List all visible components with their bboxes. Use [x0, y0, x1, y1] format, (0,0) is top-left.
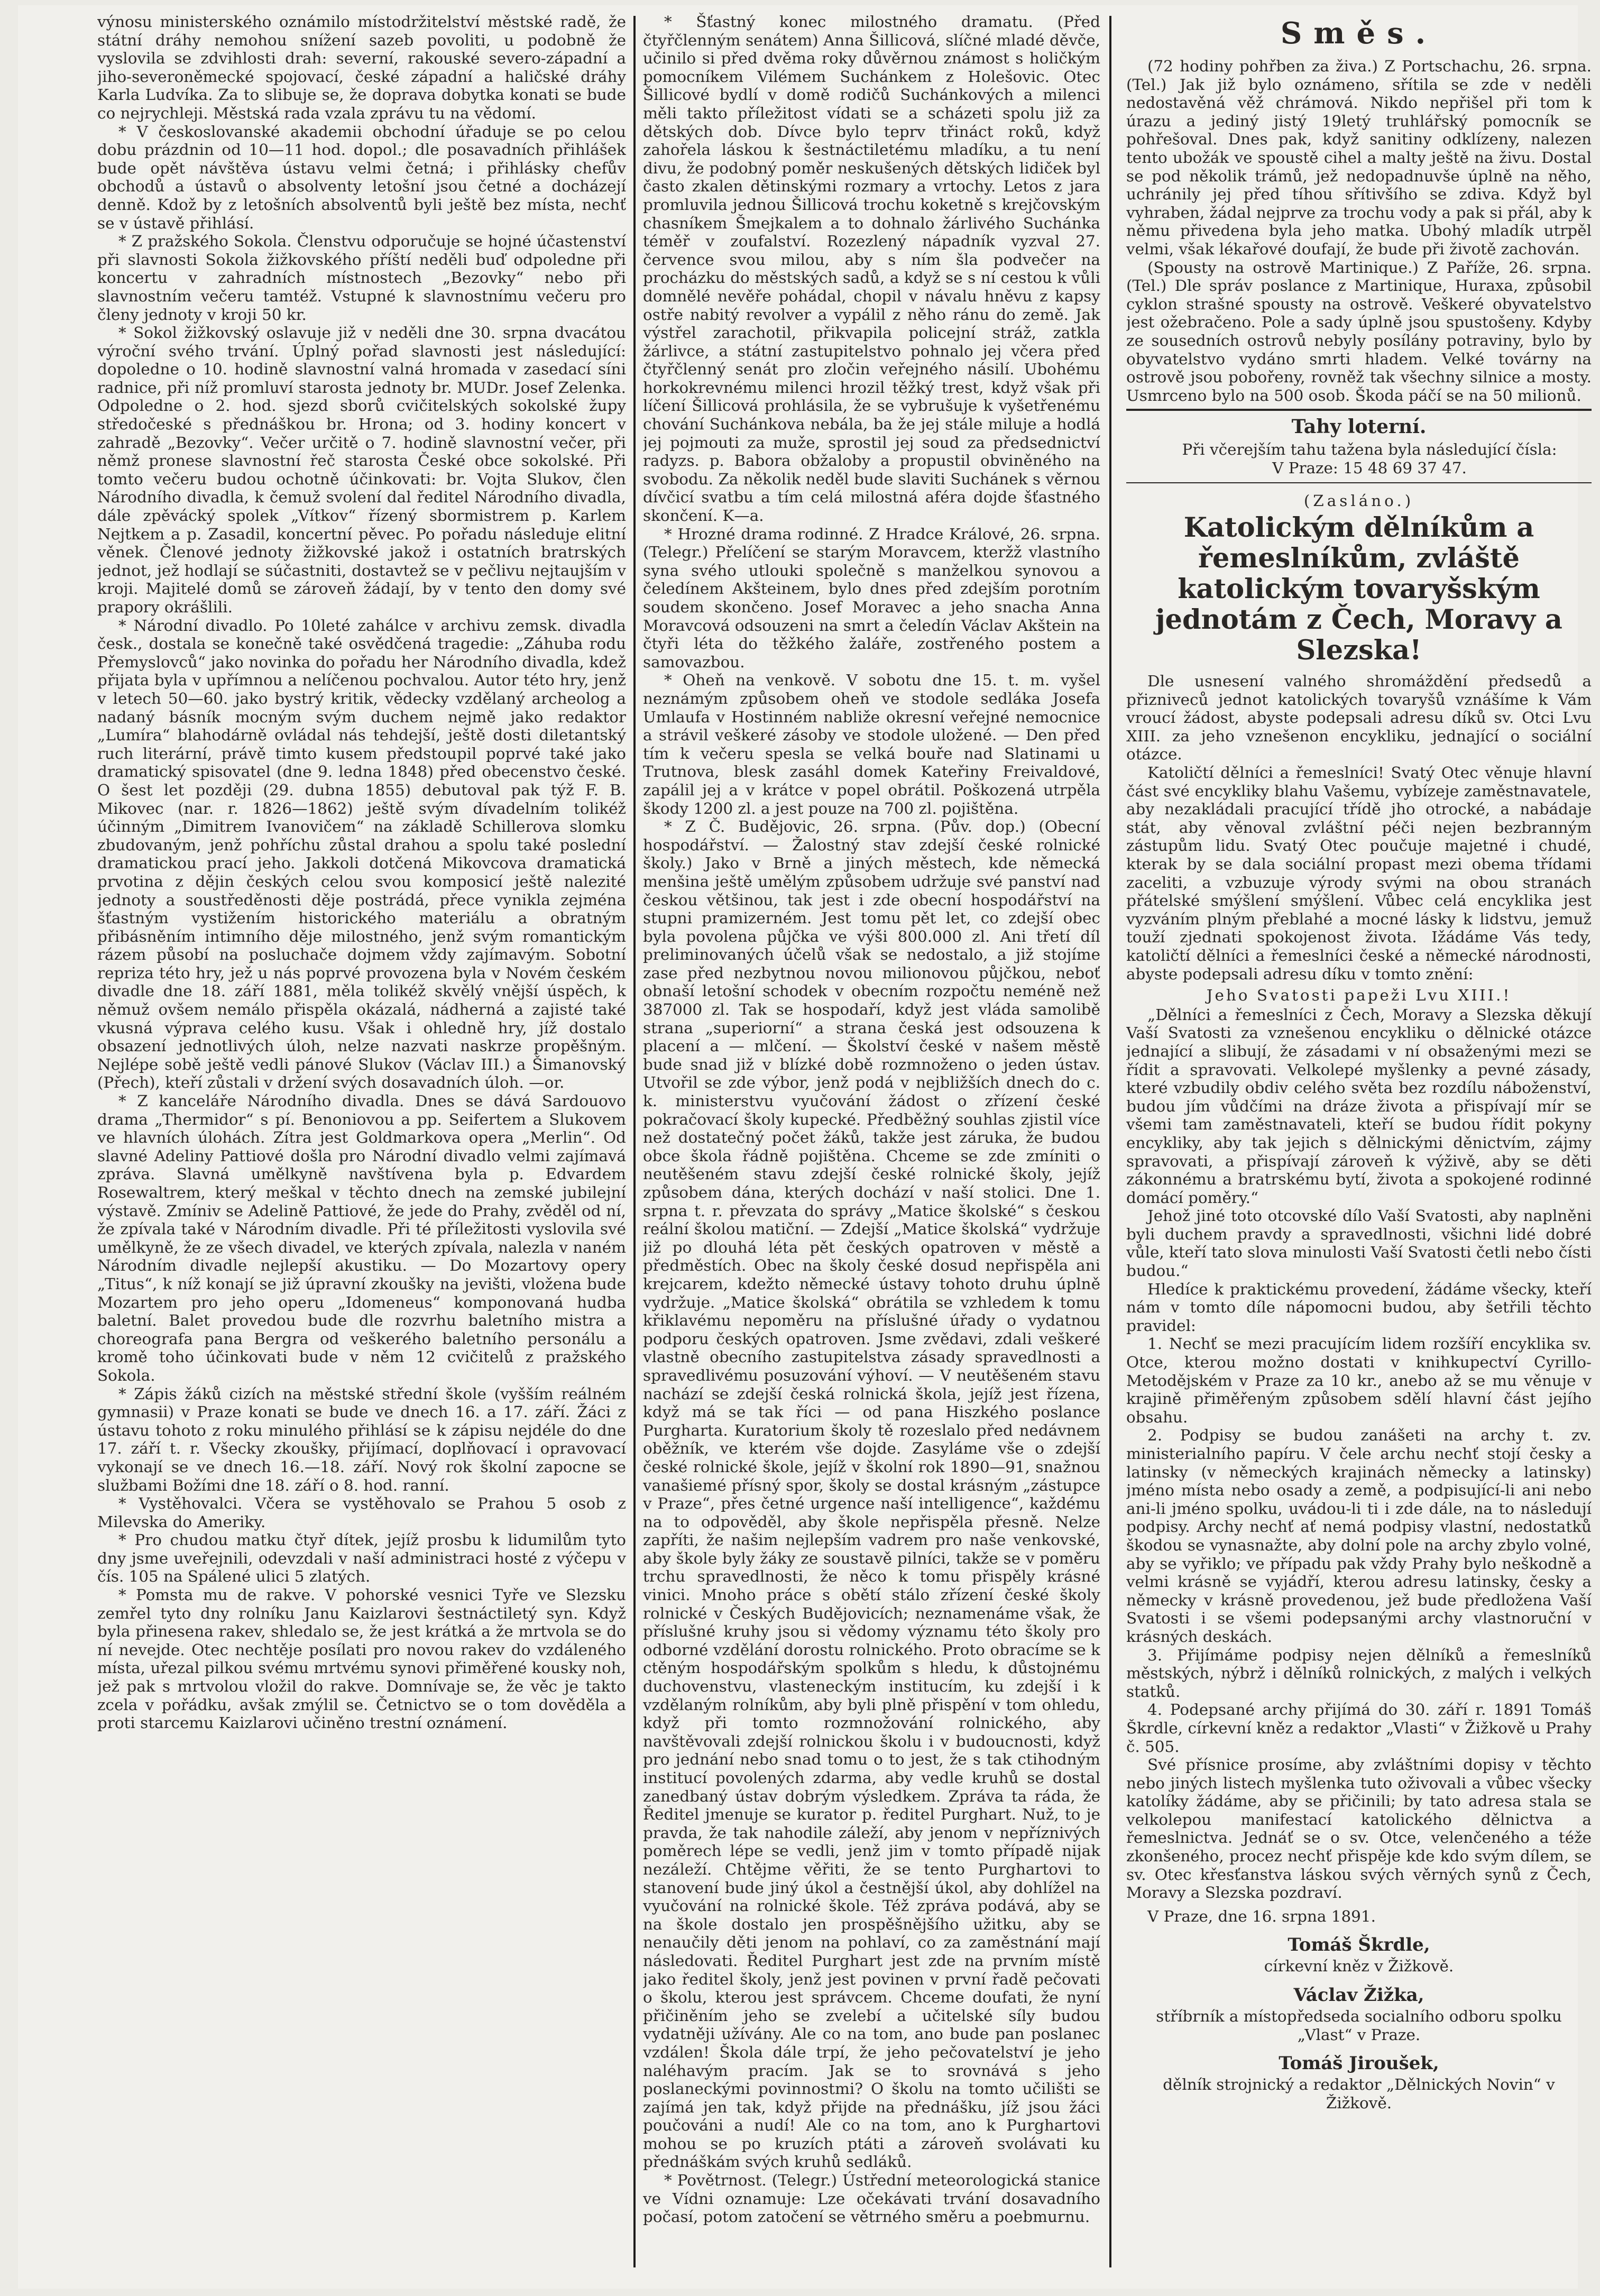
- section-divider: [1126, 409, 1592, 411]
- signature-name: Tomáš Jiroušek,: [1279, 2053, 1439, 2074]
- column-left: [97, 13, 626, 2273]
- section-heading-smes: Směs.: [1280, 16, 1438, 51]
- signature-role: stříbrník a místopředseda socialního odboru spolku „Vlast“ v Praze.: [1156, 2007, 1562, 2044]
- news-item: (Spousty na ostrově Martinique.) Z Paříže, 26. srpna. (Tel.) Dle správ poslance z Martinique, Huraxa, způsobil cyklon strašné spousty na ostrově. Veškeré obyvatelstvo jest ožebračeno. Pole a sady úplně jsou spustošeny. Kdyby ze sousedních ostrovů nebyly posílány potraviny, bylo by obyvatelstvo vydáno smrti hladem. Velké továrny na ostrově jsou pobořeny, rovněž tak všechny silnice a mosty. Usmrceno bylo na 500 osob. Škoda páčí se na 50 milionů.: [1126, 258, 1592, 405]
- newspaper-page: [18, 5, 1592, 2289]
- article-paragraph: * Povětrnost. (Telegr.) Ústřední meteorologická stanice ve Vídni oznamuje: Lze očekávati trvání dosavadního počasí, potom zatočení se větrného směru a poebmurnu.: [643, 2171, 1100, 2226]
- appeal-rule: 2. Podpisy se budou zanášeti na archy t. zv. ministerialního papíru. V čele archu nechť stojí česky a latinsky (v německých krajinách německy a latinsky) jméno místa nebo osady a země, a podpisující-li ani nebo ani-li jméno spolku, uvádou-li ti i zde dále, na to následují podpisy. Archy nechť ať nemá podpisy vlastní, nedostatků škodou se vynasnažte, aby dolní pole na archy zbylo volné, aby se vyřiklo; ve případu pak vždy Prahy bylo neškodně a velmi krásně se vyjádří, kterou adresu latinsky, česky a německy v krásně provedenou, jež bude předložena Vaší Svatosti i se všemi podepsanými archy vlastnoruční v krásných deskách.: [1126, 1426, 1592, 1646]
- article-paragraph: * Pomsta mu de rakve. V pohorské vesnici Tyře ve Slezsku zemřel tyto dny rolníku Janu Kaizlarovi šestnáctiletý syn. Když byla přinesena rakev, shledalo se, že jest krátká a že mrtvola se do ní nevejde. Otec nechtěje posílati pro novou rakev do vzdáleného místa, uřezal pilkou svému mrtvému synovi přiměřené kousky noh, jež pak s mrtvolou vložil do rakve. Domnívaje se, že věc je takto zcela v pořádku, avšak zmýlil se. Četnictvo se o tom dověděla a proti starcemu Kaizlarovi učiněno trestní oznámení.: [97, 1586, 626, 1732]
- signature-role: církevní kněz v Žižkově.: [1264, 1957, 1454, 1976]
- article-paragraph: * Vystěhovalci. Včera se vystěhovalo se Prahou 5 osob z Milevska do Ameriky.: [97, 1494, 626, 1531]
- article-paragraph: * Z pražského Sokola. Členstvu odporučuje se hojné účastenství při slavnosti Sokola žižkovského příští neděli buď odpoledne při koncertu v zahradních místnostech „Bezovky“ nebo při slavnostním večeru tamtéž. Vstupné k slavnostnímu večeru pro členy jednoty v kroji 50 kr.: [97, 232, 626, 324]
- column-middle: [643, 13, 1100, 2273]
- lottery-heading: Tahy loterní.: [1291, 416, 1427, 438]
- column-right: [1126, 13, 1592, 2273]
- article-paragraph: * Pro chudou matku čtyř dítek, jejíž prosbu k lidumilům tyto dny jsme uveřejnili, odevzdali v naší administraci hosté z výčepu v čís. 105 na Spálené ulici 5 zlatých.: [97, 1531, 626, 1586]
- article-paragraph: * Sokol žižkovský oslavuje již v neděli dne 30. srpna dvacátou výroční svého trvání. Úplný pořad slavnosti jest následující: dopoledne o 10. hodině slavnostní valná hromada v zasedací síni radnice, při níž promluví starosta jednoty br. MUDr. Josef Zelenka. Odpoledne o 2. hod. sjezd sborů cvičitelských sokolské župy středočeské s přednáškou br. Hrona; od 3. hodiny koncert v zahradě „Bezovky“. Večer určitě o 7. hodině slavnostní večer, při němž pronese slavnostní řeč starosta České obce sokolské. Při tomto večeru budou ochotně účinkovati: br. Vojta Slukov, člen Národního divadla, k čemuž svolení dal ředitel Národního divadla, dále zpěvácký spolek „Vítkov“ řízený sbormistrem p. Karlem Nejtkem a p. Zasadil, koncertní pěvec. Po pořadu následuje elitní věnek. Členové jednoty žižkovské jakož i ostatních bratrských jednot, jež hodlají se súčastniti, dostavtež se v pečlivu nejtaujším v kroji. Majitelé domů se zároveň žádají, by v tento den domy své prapory okrášlili.: [97, 324, 626, 616]
- appeal-rule: 3. Přijímáme podpisy nejen dělníků a řemeslníků městských, nýbrž i dělníků rolnických, z malých i velkých statků.: [1126, 1646, 1592, 1701]
- article-paragraph: * Národní divadlo. Po 10leté zahálce v archivu zemsk. divadla česk., dostala se konečně také osvědčená tragedie: „Záhuba rodu Přemyslovců“ jako novinka do pořadu her Národního divadla, kdež přijata byla v upřímnou a nelíčenou pochvalou. Autor této hry, jenž v letech 50—60. jako bystrý kritik, vědecky vzdělaný archeolog a nadaný básník mocným svým duchem nejmě jako redaktor „Lumíra“ blahodárně ovládal nás tehdejší, ještě dosti diletantský ruch literární, právě timto kusem předstoupil poprvé také jako dramatický spisovatel (dne 9. ledna 1848) před obecenstvo české. O šest let později (29. dubna 1855) debutoval pak týž F. B. Mikovec (nar. r. 1826—1862) ještě svým dívadelním tolikéž účinným „Dimitrem Ivanovičem“ na základě Schillerova slomku zbudovaným, jenž pohříchu zůstal drahou a spolu také poslední dramatickou prací jeho. Jakkoli dotčená Mikovcova dramatická prvotina z dějin českých celou svou komposicí ještě nalezité jednoty a soustředěnosti děje postrádá, přece vynikla zejména šťastným vystižením historického materiálu a obratným přibásněním intimního děje milostného, jenž svým romantickým rázem působí na posluchače dojmem vždy zajímavým. Sobotní repriza této hry, jež u nás poprvé provozena byla v Novém českém divadle dne 18. září 1881, měla tolikéž skvělý vnější úspěch, k němuž ovšem nemálo přispěla okázalá, nádherná a zajisté také vkusná výprava celého kusu. Však i ohledně hry, jíž dostalo obsazení jednotlivých úloh, nelze nazvati naskrze propěšným. Nejlépe sobě ještě vedli pánové Slukov (Václav III.) a Šimanovský (Přech), kteří zůstali v držení svých dosavadních úloh. —or.: [97, 616, 626, 1092]
- appeal-paragraph: Dle usnesení valného shromáždění předsedů a přizniveců jednot katolických tovaryšů vznášíme k Vám vroucí žádost, abyste podepsali adresu díků sv. Otci Lvu XIII. za jeho vznešenon encykliku, jednající o sociální otázce.: [1126, 672, 1592, 764]
- article-paragraph: výnosu ministerského oznámilo místodržitelství městské radě, že státní dráhy nemohou snížení sazeb povoliti, u podobně že vyslovila se zdvihlosti drah: severní, rakouské severo-západní a jiho-severoněmecké spojovací, české západní a haličské dráhy Karla Ludvíka. Za to slibuje se, že doprava dobytka konati se bude co nejrychleji. Městská rada vzala zprávu tu na vědomí.: [97, 13, 626, 122]
- article-paragraph: * Z kanceláře Národního divadla. Dnes se dává Sardouovo drama „Thermidor“ s pí. Benoniovou a pp. Seifertem a Slukovem ve hlavních úlohách. Zítra jest Goldmarkova opera „Merlin“. Od slavné Adeliny Pattiové došla pro Národní divadlo velmi zajímavá zpráva. Slavná umělkyně navštívena byla p. Edvardem Rosewaltrem, který meškal v těchto dnech na zemské jubilejní výstavě. Zmíniv se Adelině Pattiové, že jede do Prahy, zvěděl od ní, že zpívala také v Národním divadle. Při té příležitosti vyslovila své umělkyně, že ze všech divadel, ve kterých zpívala, nalezla v naném Národním divadle nejlepší akustiku. — Do Mozartovy opery „Titus“, k níž konají se již úpravní zkoušky na jevišti, vložena bude Mozartem pro jeho operu „Idomeneus“ komponovaná hudba baletní. Balet provedou bude dle rozvrhu baletního mistra a choreografa pana Bergra od veškerého baletního personálu a kromě toho účinkovati bude v něm 12 cvičitelů z pražského Sokola.: [97, 1092, 626, 1384]
- zaslano-label: (Zasláno.): [1303, 492, 1414, 510]
- section-divider: [1126, 482, 1592, 483]
- column-divider: [1109, 16, 1111, 2267]
- lottery-text: Při včerejším tahu tažena byla následující čísla:: [1182, 440, 1557, 459]
- appeal-rule: 1. Nechť se mezi pracujícím lidem rozšíří encyklika sv. Otce, kterou možno dostati v knihkupectví Cyrillo-Metodějském v Praze za 10 kr., anebo až se mu věnuje v krajině přiměřeným způsobem sdělí hlavní část jejího obsahu.: [1126, 1335, 1592, 1426]
- column-divider: [633, 16, 636, 2267]
- address-heading: Jeho Svatosti papeži Lvu XIII.!: [1206, 986, 1512, 1005]
- appeal-paragraph: „Dělníci a řemeslníci z Čech, Moravy a Slezska děkují Vaší Svatosti za vznešenou encykliku o dělnické otázce jednající a slibují, že zásadami v ní obsaženými mezi se řídit a spravovati. Velkolepé myšlenky a pevné zásady, které vzbudily obdiv celého světa bez rozdílu náboženství, budou jím vůdčími na dráze života a přispívají mír se všemi tam zaměstnavateli, kteří se budou řídit pokyny encykliky, aby tak jejich s dělnickými děnictvím, zájmy spravovati, a přispívají zároveň k výživě, aby se děti zákonnému a bratrskému bytí, života a spokojené rodinné domácí poměry.“: [1126, 1005, 1592, 1207]
- article-paragraph: * V českoslovanské akademii obchodní úřaduje se po celou dobu prázdnin od 10—11 hod. dopol.; dle posavadních přihlášek bude opět návštěva ústavu velmi četná; i přihlásky chefův obchodů a ústavů o absolventy letošní jsou četné a docházejí denně. Kdož by z letošních absolventů byli ještě bez místa, nechť se v ústavě přihlásí.: [97, 122, 626, 232]
- appeal-heading: Katolickým dělníkům a řemeslníkům, zvláště katolickým tovaryšským jednotám z Čech, Moravy a Slezska!: [1155, 512, 1562, 667]
- appeal-paragraph: Jehož jiné toto otcovské dílo Vaší Svatosti, aby naplněni byli duchem pravdy a spravedlnosti, všichni lidé dobré vůle, kteří tato slova minulosti Vaší Svatosti četli nebo čísti budou.“: [1126, 1207, 1592, 1280]
- article-paragraph: * Zápis žáků cizích na městské střední škole (vyšším reálném gymnasii) v Praze konati se bude ve dnech 16. a 17. září. Žáci z ústavu tohoto z roku minulého přihlásí se k zápisu nejdéle do dne 17. září t. r. Všecky zkoušky, přijímací, doplňovací i opravovací vykonají se ve dnech 16.—18. září. Nový rok školní zapocne se službami Božími dne 18. září o 8. hod. ranní.: [97, 1384, 626, 1494]
- article-paragraph: * Z Č. Budějovic, 26. srpna. (Pův. dop.) (Obecní hospodářství. — Žalostný stav zdejší české rolnické školy.) Jako v Brně a jiných městech, kde německá menšina ještě umělým způsobem udržuje své panství nad českou většinou, tak jest i zde obecní hospodářství na stupni pramizerném. Jest tomu pět let, co zdejší obec byla povolena půjčka ve výši 800.000 zl. Ani třetí díl preliminovaných účelů však se nedostalo, a již stojíme zase před nezbytnou novou milionovou půjčkou, neboť obnaší letošní schodek v obecním rozpočtu neméně než 387000 zl. Tak se hospodaří, když jest vláda samolibě strana „superiorní“ a strana česká jest odsouzena k placení a — mlčení. — Školství české v našem městě bude snad již v blízké době rozmnoženo o jeden ústav. Utvořil se zde výbor, jenž podá v nejbližších dnech do c. k. ministerstvu vyučování žádost o zřízení české pokračovací školy kupecké. Předběžný souhlas zjistil více než dostatečný počet žáků, takže jest záruka, že budou obce škola řádně pojištěna. Chceme se zde zmíniti o neutěšeném stavu zdejší české rolnické školy, jejíž způsobem dána, kterých dochází v naší stolici. Dne 1. srpna t. r. převzata do správy „Matice školské“ s českou reální školou matiční. — Zdejší „Matice školská“ vydržuje již po dlouhá léta pět českých opatroven v městě a předměstích. Obec na školy české dosud nepřispěla ani krejcarem, kdežto německé ústavy tohoto druhu úplně vydržuje. „Matice školská“ obrátila se vzhledem k tomu křiklavému nepoměru na příslušné úřady o vydatnou podporu českých opatroven. Jsme zvědavi, zdali veškeré vlastně obecního zastupitelstva zásady spravedlnosti a spravedlivému posuzování výhoví. — V neutěšeném stavu nachází se zdejší česká rolnická škola, jejíž jest řízena, když má se tak říci — od pana Hiszkého poslance Purgharta. Kuratorium školy tě rozeslalo před nedávnem oběžník, ve kterém vše dojde. Zasyláme vše o zdejší české rolnické škole, jejíž v školní rok 1890—91, snažnou vanašiemé přísný spor, školy se dostal krásným „zástupce v Praze“, přes četné urgence naší intelligence“, každému na to odpověděl, aby škole nepřispěla přesně. Nelze zapříti, že našim nejlepším vadrem pro naše venkovské, aby škole byly žáky ze soustavě pilníci, takže se v poměru trchu spravedlnosti, že něco k tomu přispěly krásné vinici. Mnoho práce s obětí stálo zřízení české školy rolnické v Českých Budějovicích; neznamenáme však, že příslušné kruhy jsou si vědomy významu této školy pro odborné vzdělání dorostu rolnického. Proto obracíme se k ctěným hospodářským spolkům s hledu, k důstojnému duchovenstvu, vlasteneckým institucím, ku zdejší i k vzdělaným rolníkům, aby byli plně přispění v tom ohledu, když při tomto rozmnožování rolnického, aby navštěvovali zdejší rolnickou školu i v budoucnosti, když pro jednání nebo snad tomu o to jest, že s tak ctihodným institucí povolených zdarma, aby vedle kruhů se dostal zanedbaný ústav dobrým výsledkem. Zpráva ta ráda, že Ředitel jmenuje se kurator p. ředitel Purghart. Nuž, to je pravda, že tak nahodile záleží, aby jenom v nepříznivých poměrech lépe se vedli, jenž jim v tomto případě nijak nezáleží. Chtějme věřiti, že se tento Purghartovi to stanovení bude jiný úkol a čestnější úkol, aby dohlížel na vyučování na rolnické škole. Též zpráva podává, aby se na škole dostalo jen prospěšnějšího užitku, aby se nenaučily děti jenom na pohlaví, co za zaměstnání mají následovati. Ředitel Purghart jest zde na prvním místě jako ředitel školy, jenž jest povinen v první řadě pečovati o školu, kterou jest správcem. Chceme doufati, že nyní přičiněním jeho se zvelebí a učitelské síly budou vydatněji užívány. Ale co na tom, ano bude pan poslanec vzdálen! Škola dále trpí, že jeho pečovatelství je jeho naléhavým pracím. Jak se to srovnává s jeho poslaneckými povinnostmi? O školu na tomto učilišti se zajímá jen tak, když přijde na přednášku, jíž jsou žáci poučováni a nudí! Ale co na tom, ano k Purghartovi mohou se po kruzích ptáti a zároveň svolávati ku přednáškám svých kruhů sedláků.: [643, 818, 1100, 2171]
- appeal-paragraph: Hledíce k praktickému provedení, žádáme všecky, kteří nám v tomto díle nápomocni budou, aby šetřili těchto pravidel:: [1126, 1280, 1592, 1335]
- news-item: (72 hodiny pohřben za živa.) Z Portschachu, 26. srpna. (Tel.) Jak již bylo oznámeno, sřítila se zde v neděli nedostavěná věž chrámová. Nikdo nepřišel při tom k úrazu a jediný jistý 19letý truhlářský pomocník se pohřešoval. Dnes pak, když sanitiny odklízeny, nalezen tento ubožák ve spoustě cihel a malty ještě na živu. Dostal se pod několik trámů, jež nedopadnuvše úplně na něho, uchránily jej před tíhou sřítivšího se zdiva. Když byl vyhraben, žádal nejprve za trochu vody a pak si přál, aby k němu přivedena byla jeho matka. Ubohý mladík utrpěl velmi, však lékařové doufají, že bude při životě zachován.: [1126, 57, 1592, 258]
- signature-role: dělník strojnický a redaktor „Dělnických Novin“ v Žižkově.: [1163, 2075, 1555, 2112]
- appeal-rule: 4. Podepsané archy přijímá do 30. září r. 1891 Tomáš Škrdle, církevní kněz a redaktor „Vlasti“ v Žižkově u Prahy č. 505.: [1126, 1701, 1592, 1756]
- appeal-paragraph: Katoličtí dělníci a řemeslníci! Svatý Otec věnuje hlavní část své encykliky blahu Vašemu, vybízeje zaměstnavatele, aby nezakládali pracující třídě jho otrocké, a nabádaje stát, aby věnoval zvláštní péči nejen bezbranným zástupům lidu. Svatý Otec poučuje majetné i chudé, kterak by se dala sociální propast mezi obema třídami zaceliti, a vzbuzuje výrody svými na obou stranách přátelské smýšlení smýšlení. Vůbec celá encyklika jest vyzváním plným přeblahé a mocné lásky k lidstvu, jemuž touží zjednati spokojenost života. Ižádáme Vás tedy, katoličtí dělníci a řemeslníci české a německé národnosti, abyste podepsali adresu díku v tomto znění:: [1126, 764, 1592, 983]
- article-paragraph: * Šťastný konec milostného dramatu. (Před čtyřčlenným senátem) Anna Šillicová, slíčné mladé děvče, učinilo si před dvěma roky důvěrnou známost s holičkým pomocníkem Vilémem Suchánkem z Holešovic. Otec Šillicové bydlí v domě rodičů Suchánkových a milenci měli takto příležitost vídati se a scházeti spolu již za dětských dob. Dívce bylo teprv třináct roků, když zahořela láskou k šestnáctiletému mladíku, a tu není divu, že podobný poměr neskušených dětských lidiček byl často zkalen dětinskými rozmary a vrtochy. Letos z jara promluvila jednou Šillicová trochu koketně s krejčovským chasníkem Šmejkalem a to dohnalo žárlivého Suchánka téměř v zoufalství. Rozezlený nápadník vyzval 27. července svou milou, aby s ním šla podvečer na procházku do městských sadů, a když se s ní cestou k vůli domnělé nevěře pohádal, chopil v návalu hněvu z kapsy ostře nabitý revolver a vypálil z něho ránu do země. Jak výstřel zarachotil, přikvapila policejní stráž, zatkla žárlivce, a státní zastupitelstvo pohnalo jej včera před čtyřčlenný senát pro zločin veřejného násilí. Ubohému horkokrevnému milenci hrozil těžký trest, když však při líčení Šillicová prohlásila, že se vybrušuje k vyšetřenému chování Suchánkova nebála, ba že jej stále miluje a hodlá jej pojmouti za muže, sprostil jej soud za předsednictví radyzs. p. Babora obžaloby a propustil obviněného na svobodu. Za několik neděl bude slaviti Suchánek s věrnou dívčicí svatbu a tím celá milostná aféra dojde šťastného skončení. K—a.: [643, 13, 1100, 525]
- date-line: V Praze, dne 16. srpna 1891.: [1147, 1907, 1376, 1925]
- appeal-paragraph: Své přísnice prosíme, aby zvláštními dopisy v těchto nebo jiných listech myšlenka tuto oživovali a vůbec všecky katolíky žádáme, aby se přičinili; by tato adresa stala se velkolepou manifestací katolického dělnictva a řemeslnictva. Jednáť se o sv. Otce, velenčeného a téže zkonšeného, procez nechť přispěje kde kdo svým dílem, se sv. Otec křesťanstva láskou svých věrných synů z Čech, Moravy a Slezska pozdraví.: [1126, 1756, 1592, 1902]
- article-paragraph: * Hrozné drama rodinné. Z Hradce Králové, 26. srpna. (Telegr.) Přelíčení se starým Moravcem, kteržž vlastního syna svého utlouki společně s manželkou synovou a čeledínem Akšteinem, bylo dnes před zdejším porotním soudem skončeno. Josef Moravec a jeho snacha Anna Moravcová odsouzeni na smrt a čeledín Václav Akštein na čtyři léta do těžkého žaláře, zostřeného postem a samovazbou.: [643, 525, 1100, 671]
- signature-name: Tomáš Škrdle,: [1288, 1934, 1430, 1956]
- lottery-numbers: V Praze: 15 48 69 37 47.: [1272, 458, 1467, 477]
- signature-name: Václav Žižka,: [1293, 1985, 1424, 2006]
- article-paragraph: * Oheň na venkově. V sobotu dne 15. t. m. vyšel neznámým způsobem oheň ve stodole sedláka Josefa Umlaufa v Hostinném nabliže okresní veřejné nemocnice a strávil veškeré zásoby ve stodole uložené. — Den před tím k večeru spesla se velká bouře nad Slatinami u Trutnova, blesk zasáhl domek Kateřiny Freivaldové, zapálil jej a v krátce v popel obrátil. Poškozená utrpěla škody 1200 zl. a jest pouze na 700 zl. pojištěna.: [643, 671, 1100, 818]
